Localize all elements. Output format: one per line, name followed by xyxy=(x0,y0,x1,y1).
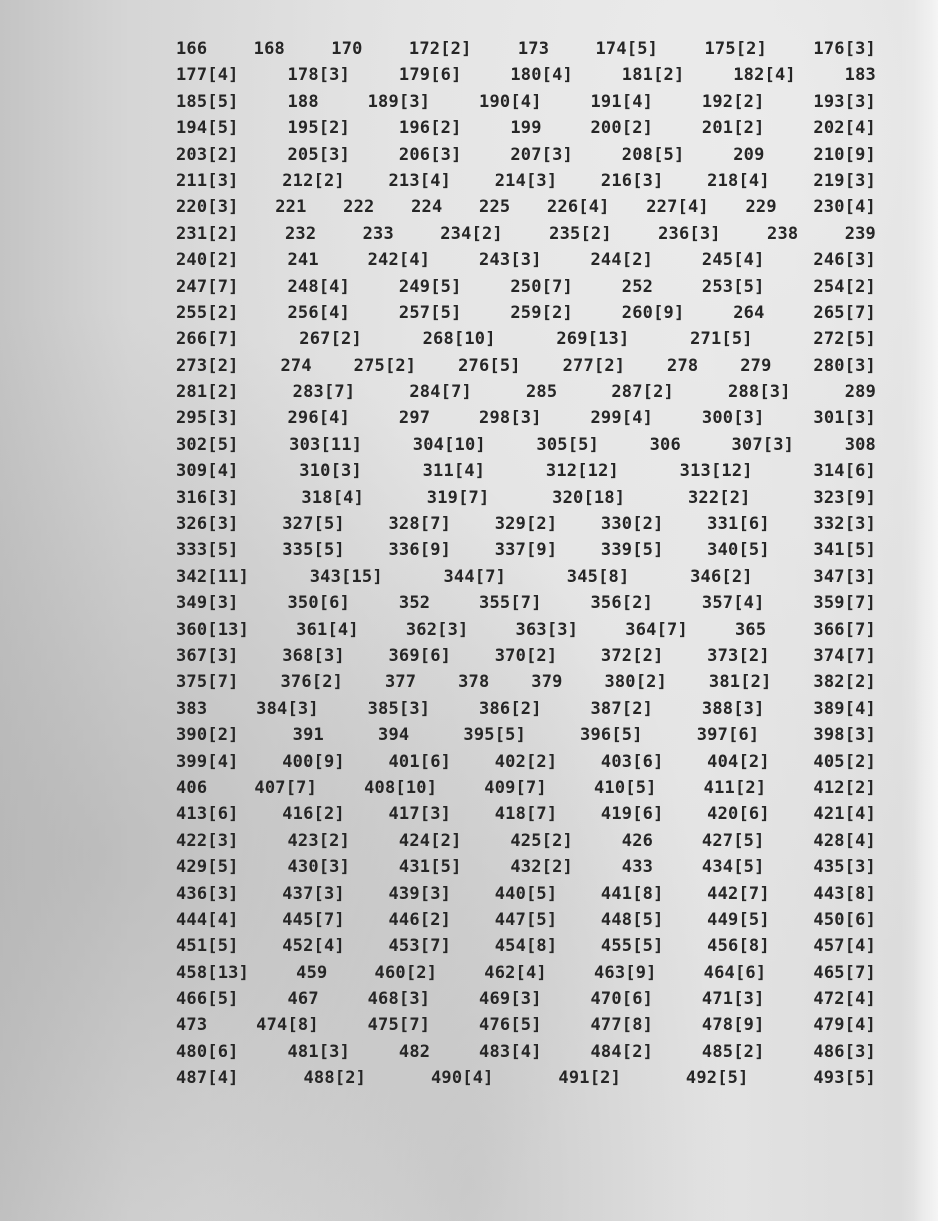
index-line: 240[2] 241 242[4] 243[3] 244[2] 245[4] 246[3] xyxy=(176,250,876,271)
index-line: 422[3] 423[2] 424[2] 425[2] 426 427[5] 428[4] xyxy=(176,830,876,851)
index-line: 413[6] 416[2] 417[3] 418[7] 419[6] 420[6] 421[4] xyxy=(176,804,876,825)
index-line: 487[4] 488[2] 490[4] 491[2] 492[5] 493[5] xyxy=(176,1068,876,1089)
index-line: 295[3] 296[4] 297 298[3] 299[4] 300[3] 301[3] xyxy=(176,408,876,429)
index-line: 220[3] 221 222 224 225 226[4] 227[4] 229 230[4] xyxy=(176,197,876,218)
index-line: 383 384[3] 385[3] 386[2] 387[2] 388[3] 389[4] xyxy=(176,698,876,719)
index-line: 166 168 170 172[2] 173 174[5] 175[2] 176[3] xyxy=(176,39,876,59)
index-line: 399[4] 400[9] 401[6] 402[2] 403[6] 404[2] 405[2] xyxy=(176,751,876,772)
index-line: 406 407[7] 408[10] 409[7] 410[5] 411[2] 412[2] xyxy=(176,777,876,798)
index-line: 360[13] 361[4] 362[3] 363[3] 364[7] 365 366[7] xyxy=(176,619,876,640)
index-line: 429[5] 430[3] 431[5] 432[2] 433 434[5] 435[3] xyxy=(176,857,876,878)
index-line: 255[2] 256[4] 257[5] 259[2] 260[9] 264 265[7] xyxy=(176,302,876,323)
page-edge xyxy=(914,0,938,1221)
index-line: 211[3] 212[2] 213[4] 214[3] 216[3] 218[4] 219[3] xyxy=(176,170,876,191)
index-line: 281[2] 283[7] 284[7] 285 287[2] 288[3] 289 xyxy=(176,382,876,403)
index-line: 185[5] 188 189[3] 190[4] 191[4] 192[2] 193[3] xyxy=(176,91,876,112)
index-line: 458[13] 459 460[2] 462[4] 463[9] 464[6] 465[7] xyxy=(176,962,876,983)
index-line: 266[7] 267[2] 268[10] 269[13] 271[5] 272[5] xyxy=(176,329,876,350)
index-line: 451[5] 452[4] 453[7] 454[8] 455[5] 456[8] 457[4] xyxy=(176,936,876,957)
index-line: 480[6] 481[3] 482 483[4] 484[2] 485[2] 486[3] xyxy=(176,1041,876,1062)
index-line: 302[5] 303[11] 304[10] 305[5] 306 307[3] 308 xyxy=(176,434,876,455)
page-number-index xyxy=(176,36,876,1092)
index-line: 203[2] 205[3] 206[3] 207[3] 208[5] 209 210[9] xyxy=(176,144,876,165)
index-line: 309[4] 310[3] 311[4] 312[12] 313[12] 314[6] xyxy=(176,461,876,482)
index-line: 444[4] 445[7] 446[2] 447[5] 448[5] 449[5] 450[6] xyxy=(176,909,876,930)
index-line: 436[3] 437[3] 439[3] 440[5] 441[8] 442[7] 443[8] xyxy=(176,883,876,904)
index-line: 247[7] 248[4] 249[5] 250[7] 252 253[5] 254[2] xyxy=(176,276,876,297)
index-line: 194[5] 195[2] 196[2] 199 200[2] 201[2] 202[4] xyxy=(176,118,876,139)
index-line: 231[2] 232 233 234[2] 235[2] 236[3] 238 239 xyxy=(176,223,876,244)
index-line: 177[4] 178[3] 179[6] 180[4] 181[2] 182[4] 183 xyxy=(176,65,876,86)
index-line: 326[3] 327[5] 328[7] 329[2] 330[2] 331[6] 332[3] xyxy=(176,514,876,535)
index-line: 390[2] 391 394 395[5] 396[5] 397[6] 398[3] xyxy=(176,725,876,746)
index-line: 349[3] 350[6] 352 355[7] 356[2] 357[4] 359[7] xyxy=(176,593,876,614)
index-line: 466[5] 467 468[3] 469[3] 470[6] 471[3] 472[4] xyxy=(176,989,876,1010)
index-line: 316[3] 318[4] 319[7] 320[18] 322[2] 323[9] xyxy=(176,487,876,508)
index-line: 342[11] 343[15] 344[7] 345[8] 346[2] 347[3] xyxy=(176,566,876,587)
index-line: 473 474[8] 475[7] 476[5] 477[8] 478[9] 479[4] xyxy=(176,1015,876,1036)
index-line: 375[7] 376[2] 377 378 379 380[2] 381[2] 382[2] xyxy=(176,672,876,693)
index-line: 367[3] 368[3] 369[6] 370[2] 372[2] 373[2] 374[7] xyxy=(176,645,876,666)
index-line: 273[2] 274 275[2] 276[5] 277[2] 278 279 280[3] xyxy=(176,355,876,376)
index-line: 333[5] 335[5] 336[9] 337[9] 339[5] 340[5] 341[5] xyxy=(176,540,876,561)
